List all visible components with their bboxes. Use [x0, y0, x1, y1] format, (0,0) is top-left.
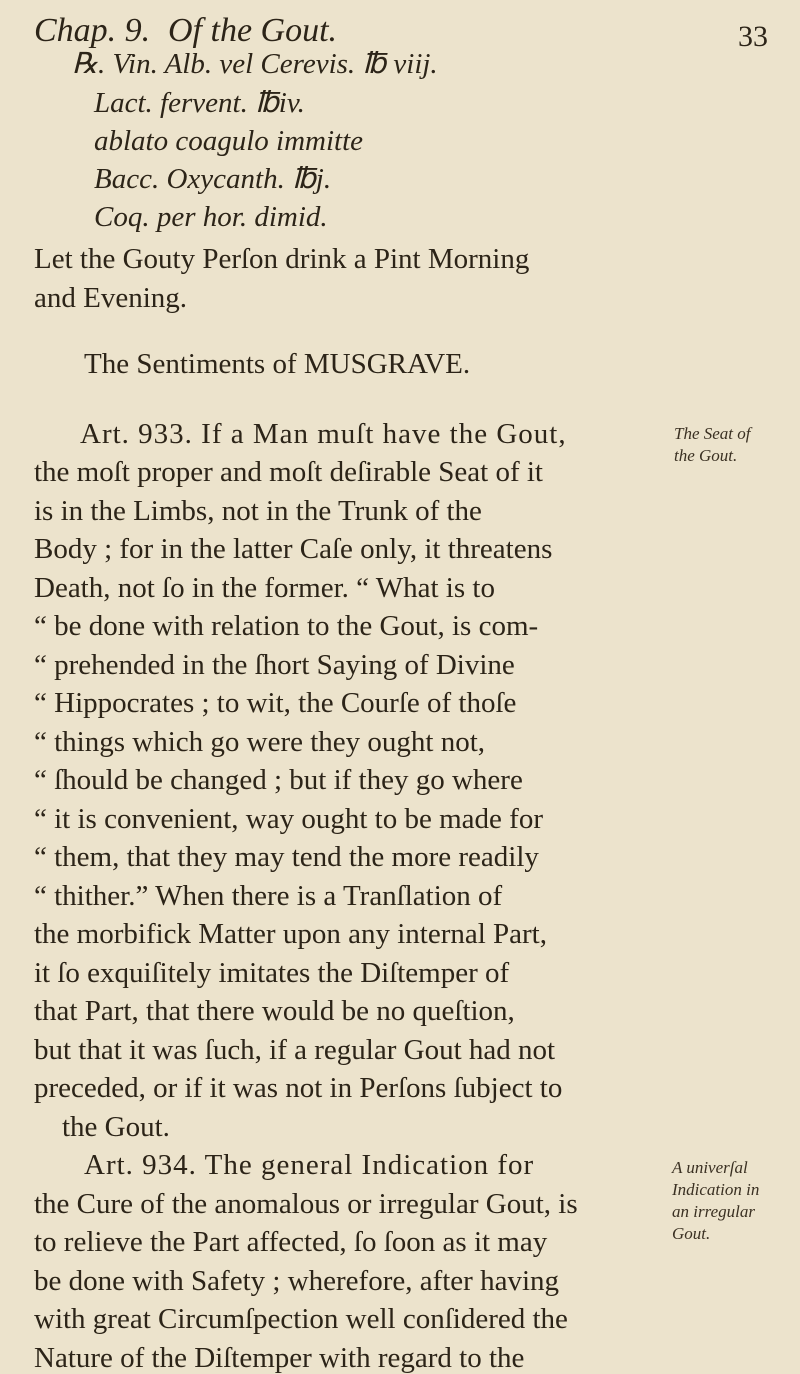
paragraph-line: “ ſhould be changed ; but if they go where — [34, 764, 523, 796]
paragraph-line: preceded, or if it was not in Perſons ſubject to — [34, 1072, 563, 1104]
paragraph-line: the Cure of the anomalous or irregular Gout, is — [34, 1188, 578, 1220]
page-number: 33 — [738, 20, 768, 53]
margin-note-line: Gout. — [672, 1224, 711, 1243]
margin-note-line: A univerſal — [672, 1158, 748, 1177]
paragraph-line: “ prehended in the ſhort Saying of Divine — [34, 649, 515, 681]
paragraph-line: the morbifick Matter upon any internal Part, — [34, 918, 547, 950]
paragraph-line: Death, not ſo in the former. “ What is to — [34, 572, 495, 604]
paragraph-line: it ſo exquiſitely imitates the Diſtemper of — [34, 957, 510, 989]
paragraph-line: “ thither.” When there is a Tranſlation of — [34, 880, 503, 912]
margin-note-line: The Seat of — [674, 424, 751, 443]
running-head-chapter: Chap. 9. — [34, 12, 151, 49]
paragraph-line: with great Circumſpection well conſidered the — [34, 1303, 568, 1335]
recipe-line: ℞. Vin. Alb. vel Cerevis. ℔ viij. — [72, 48, 438, 80]
paragraph-line: Body ; for in the latter Caſe only, it threatens — [34, 533, 553, 565]
instruction-line: Let the Gouty Perſon drink a Pint Morning — [34, 243, 530, 275]
paragraph-line: Art. 933. If a Man muſt have the Gout, — [80, 418, 567, 450]
paragraph-line: the Gout. — [62, 1111, 170, 1143]
margin-note-line: the Gout. — [674, 446, 738, 465]
recipe-line: ablato coagulo immitte — [94, 125, 364, 157]
margin-note-line: an irregular — [672, 1202, 755, 1221]
paragraph-line: “ it is convenient, way ought to be made for — [34, 803, 543, 835]
instruction-line: and Evening. — [34, 282, 188, 314]
paragraph-line: Art. 934. The general Indication for — [84, 1149, 535, 1181]
paragraph-line: Nature of the Diſtemper with regard to the — [34, 1342, 525, 1374]
paragraph-line: that Part, that there would be no queſtion, — [34, 995, 515, 1027]
paragraph-line: “ them, that they may tend the more readily — [34, 841, 539, 873]
paragraph-line: to relieve the Part affected, ſo ſoon as it may — [34, 1226, 548, 1258]
running-head-title: Of the Gout. — [168, 12, 338, 49]
section-heading: The Sentiments of MUSGRAVE. — [84, 348, 471, 380]
margin-note-line: Indication in — [672, 1180, 760, 1199]
paragraph-line: “ things which go were they ought not, — [34, 726, 486, 758]
paragraph-line: but that it was ſuch, if a regular Gout had not — [34, 1034, 556, 1066]
paragraph-line: “ be done with relation to the Gout, is com- — [34, 610, 539, 642]
recipe-line: Lact. fervent. ℔iv. — [94, 87, 305, 119]
paragraph-line: the moſt proper and moſt deſirable Seat of it — [34, 456, 543, 488]
recipe-line: Bacc. Oxycanth. ℔j. — [94, 163, 332, 195]
paragraph-line: is in the Limbs, not in the Trunk of the — [34, 495, 482, 527]
recipe-line: Coq. per hor. dimid. — [94, 201, 328, 233]
paragraph-line: be done with Safety ; wherefore, after having — [34, 1265, 560, 1297]
paragraph-line: “ Hippocrates ; to wit, the Courſe of thoſe — [34, 687, 517, 719]
